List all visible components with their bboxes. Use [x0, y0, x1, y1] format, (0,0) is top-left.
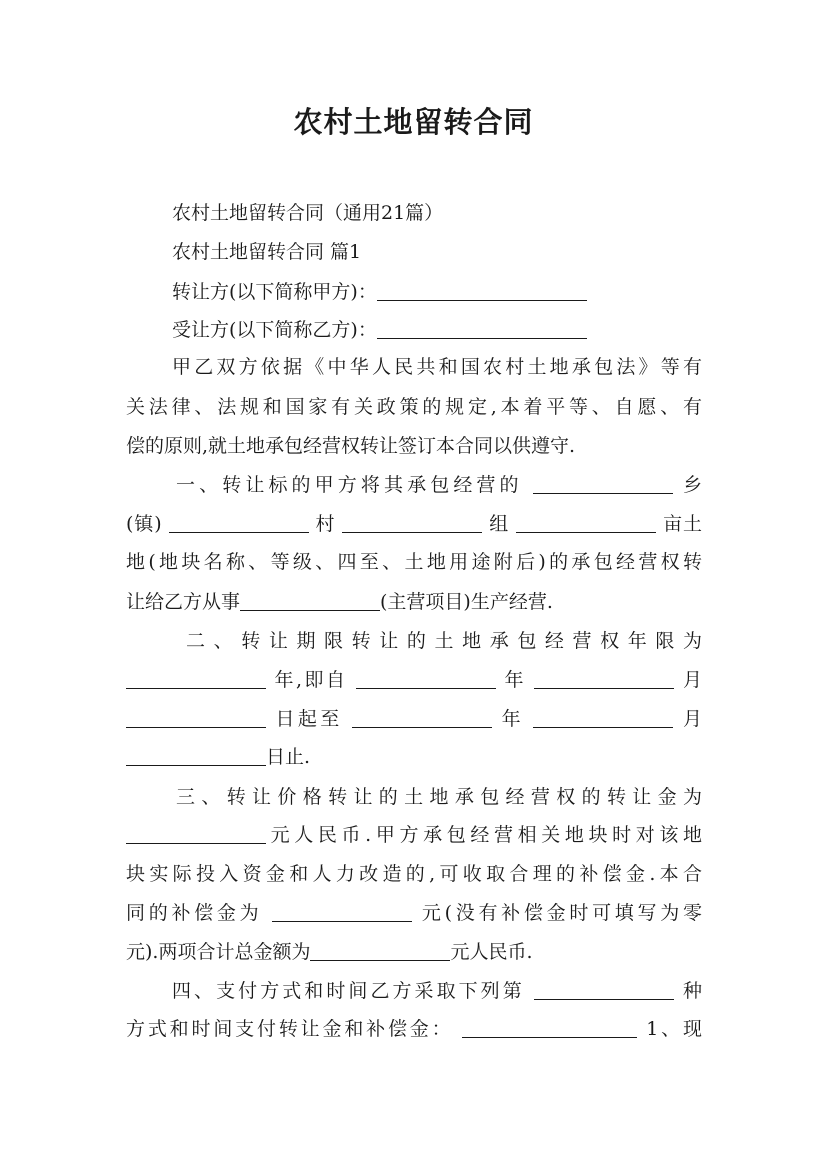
transferee-line: [172, 318, 587, 342]
clause-text: 元(没有补偿金时可填写为零: [421, 902, 702, 924]
clause-2-line: [126, 668, 702, 692]
clause-text: (主营项目)生产经营.: [380, 591, 553, 613]
compensation-blank[interactable]: [272, 903, 412, 922]
clause-4-line: [126, 1017, 702, 1041]
start-month-blank[interactable]: [534, 670, 674, 689]
clause-text: 月: [682, 708, 702, 730]
clause-text: 日止.: [266, 746, 311, 768]
transferee-blank[interactable]: [377, 320, 587, 339]
clause-4-line: [172, 979, 702, 1003]
clause-text: 让给乙方从事: [126, 591, 241, 613]
clause-text: 同的补偿金为: [126, 902, 263, 924]
transferee-label: 受让方(以下简称乙方)：: [172, 319, 377, 341]
end-year-blank[interactable]: [352, 709, 492, 728]
end-day-blank[interactable]: [126, 747, 266, 766]
clause-text: 村: [315, 513, 336, 535]
end-month-blank[interactable]: [533, 709, 673, 728]
clause-text: 种: [682, 980, 702, 1002]
clause-text: 亩土: [663, 513, 702, 535]
clause-1-line: [176, 473, 702, 497]
clause-3-line: [126, 940, 702, 964]
paragraph-line: 关法律、法规和国家有关政策的规定,本着平等、自愿、有: [126, 396, 702, 418]
clause-text: 四、支付方式和时间乙方采取下列第: [172, 980, 525, 1002]
clause-text: 一、转让标的甲方将其承包经营的: [176, 474, 523, 496]
clause-text: 月: [682, 669, 702, 691]
paragraph-line: 偿的原则,就土地承包经营权转让签订本合同以供遵守.: [126, 435, 576, 457]
clause-text: 方式和时间支付转让金和补偿金：: [126, 1018, 454, 1040]
payment-method-blank[interactable]: [462, 1019, 637, 1038]
clause-text: 年: [504, 669, 526, 691]
section-heading-line: 农村土地留转合同 篇1: [172, 241, 362, 263]
clause-2-line: [126, 707, 702, 731]
town-blank[interactable]: [169, 514, 309, 533]
transfer-fee-blank[interactable]: [126, 825, 266, 844]
clause-text: 年,即自: [274, 669, 348, 691]
clause-3-line: 块实际投入资金和人力改造的,可收取合理的补偿金.本合: [126, 863, 702, 885]
start-day-blank[interactable]: [126, 709, 266, 728]
clause-text: 年: [501, 708, 525, 730]
transferor-blank[interactable]: [377, 282, 587, 301]
clause-1-line: 地(地块名称、等级、四至、土地用途附后)的承包经营权转: [126, 551, 702, 573]
clause-1-line: [126, 590, 702, 614]
clause-3-line: 三、转让价格转让的土地承包经营权的转让金为: [176, 786, 702, 808]
clause-text: (镇): [126, 513, 162, 535]
total-amount-blank[interactable]: [310, 942, 450, 961]
transferor-line: [172, 280, 587, 304]
clause-text: 1、现: [646, 1018, 702, 1040]
group-blank[interactable]: [516, 514, 656, 533]
clause-text: 元人民币.甲方承包经营相关地块时对该地: [266, 824, 702, 846]
clause-1-line: [126, 512, 702, 536]
subtitle-line: 农村土地留转合同（通用21篇）: [172, 202, 444, 224]
clause-2-line: [126, 745, 702, 769]
transferor-label: 转让方(以下简称甲方)：: [172, 281, 377, 303]
clause-text: 组: [489, 513, 510, 535]
clause-text: 乡: [682, 474, 702, 496]
village-blank[interactable]: [342, 514, 482, 533]
clause-text: 日起至: [275, 708, 343, 730]
document-title: 农村土地留转合同: [293, 105, 534, 139]
project-blank[interactable]: [240, 592, 380, 611]
clause-text: 元).两项合计总金额为: [126, 941, 311, 963]
clause-text: 元人民币.: [450, 941, 533, 963]
start-year-blank[interactable]: [356, 670, 496, 689]
clause-2-line: 二、转让期限转让的土地承包经营权年限为: [186, 630, 702, 652]
years-blank[interactable]: [126, 670, 266, 689]
clause-3-line: [126, 901, 702, 925]
township-blank[interactable]: [533, 475, 673, 494]
clause-3-line: [126, 823, 702, 847]
paragraph-line: 甲乙双方依据《中华人民共和国农村土地承包法》等有: [172, 356, 702, 378]
payment-option-blank[interactable]: [534, 981, 674, 1000]
